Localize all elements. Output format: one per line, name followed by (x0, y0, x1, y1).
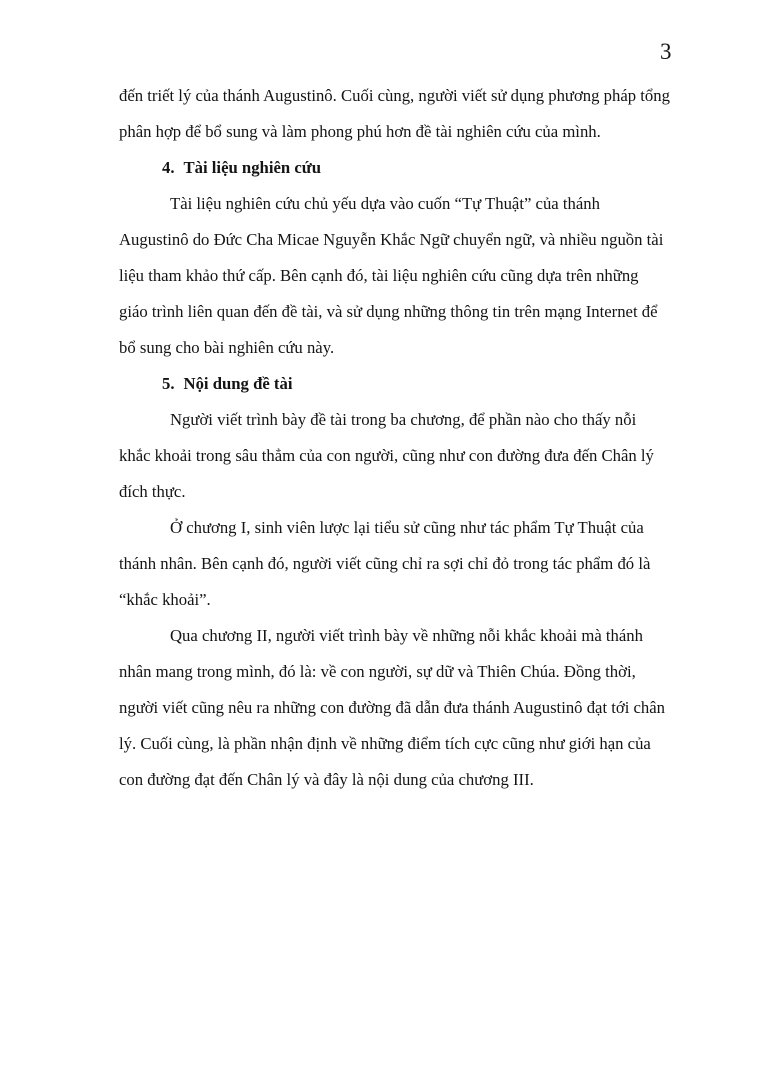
paragraph-research-materials: Tài liệu nghiên cứu chủ yếu dựa vào cuốn “Tự Thuật” của thánh Augustinô do Đức Cha Micae Nguyễn Khắc Ngữ chuyển ngữ, và nhiều nguồn tài liệu tham khảo thứ cấp. Bên cạnh đó, tài liệu nghiên cứu cũng dựa trên những giáo trình liên quan đến đề tài, và sử dụng những thông tin trên mạng Internet để bổ sung cho bài nghiên cứu này. (119, 194, 664, 357)
document-text-block (119, 78, 670, 798)
section-heading-5 (162, 366, 670, 402)
paragraph-methodology-continuation: đến triết lý của thánh Augustinô. Cuối cùng, người viết sử dụng phương pháp tổng phân hợp để bổ sung và làm phong phú hơn đề tài nghiên cứu của mình. (119, 86, 670, 141)
paragraph-chapter-2-3: Qua chương II, người viết trình bày về những nỗi khắc khoải mà thánh nhân mang trong mình, đó là: về con người, sự dữ và Thiên Chúa. Đồng thời, người viết cũng nêu ra những con đường đã dẫn đưa thánh Augustinô đạt tới chân lý. Cuối cùng, là phần nhận định về những điểm tích cực cũng như giới hạn của con đường đạt đến Chân lý và đây là nội dung của chương III. (119, 626, 666, 789)
section-heading-number: 4. (162, 158, 175, 177)
paragraph-content-overview: Người viết trình bày đề tài trong ba chương, để phần nào cho thấy nỗi khắc khoải trong sâu thẳm của con người, cũng như con đường đưa đến Chân lý đích thực. (119, 410, 654, 501)
section-heading-title: Tài liệu nghiên cứu (183, 158, 322, 177)
paragraph-chapter-1: Ở chương I, sinh viên lược lại tiểu sử cũng như tác phẩm Tự Thuật của thánh nhân. Bên cạnh đó, người viết cũng chỉ ra sợi chỉ đỏ trong tác phẩm đó là “khắc khoải”. (119, 518, 651, 609)
page-number: 3 (660, 39, 672, 64)
section-heading-4 (162, 150, 670, 186)
section-heading-title: Nội dung đề tài (183, 374, 293, 393)
section-heading-number: 5. (162, 374, 175, 393)
